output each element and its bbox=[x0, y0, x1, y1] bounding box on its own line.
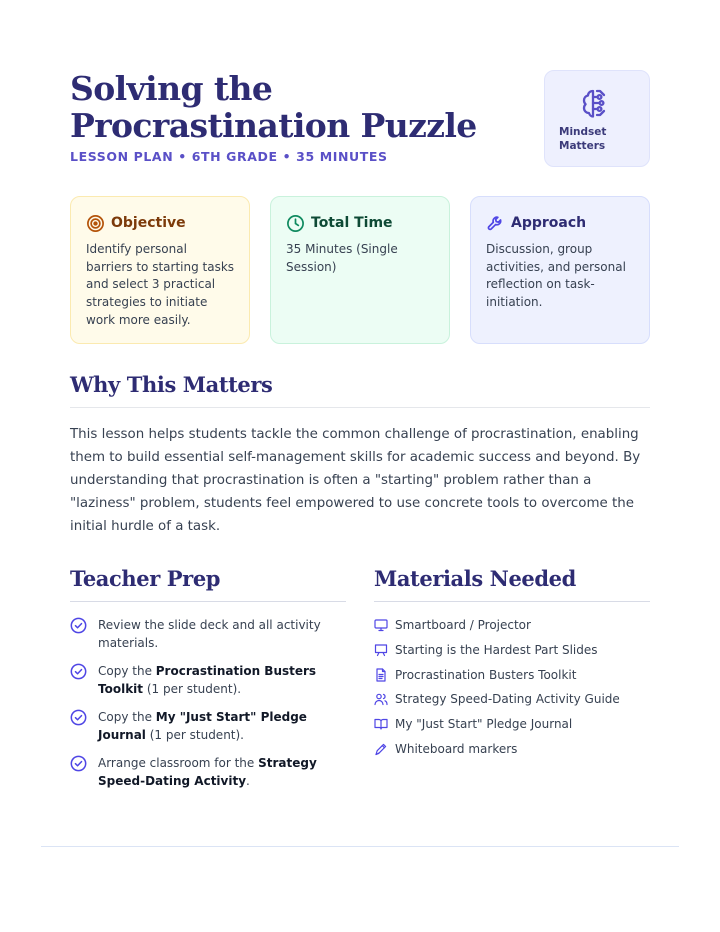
material-label: Starting is the Hardest Part Slides bbox=[395, 642, 598, 657]
brand-badge bbox=[544, 70, 650, 167]
objective-card bbox=[70, 196, 250, 344]
book-icon bbox=[374, 717, 388, 731]
prep-item bbox=[70, 616, 346, 652]
material-label: Smartboard / Projector bbox=[395, 618, 531, 632]
divider bbox=[70, 407, 650, 408]
prep-item-text: Copy the bbox=[98, 664, 156, 678]
footer-divider bbox=[41, 846, 679, 847]
objective-title: Objective bbox=[111, 215, 186, 231]
marker-icon bbox=[374, 742, 388, 756]
teacher-prep-section bbox=[70, 566, 346, 788]
teacher-prep-title: Teacher Prep bbox=[70, 566, 221, 591]
header bbox=[70, 70, 650, 170]
brain-icon bbox=[578, 85, 614, 121]
divider bbox=[374, 601, 650, 602]
material-item bbox=[374, 715, 650, 740]
approach-card bbox=[470, 196, 650, 344]
check-circle-icon bbox=[70, 755, 87, 772]
check-circle-icon bbox=[70, 617, 87, 634]
approach-title: Approach bbox=[511, 215, 587, 231]
prep-item-highlight: Procrastination Busters Toolkit bbox=[98, 664, 317, 696]
material-item bbox=[374, 740, 650, 765]
prep-item bbox=[70, 662, 346, 698]
monitor-icon bbox=[374, 618, 388, 632]
brand-name: Mindset Matters bbox=[559, 126, 607, 152]
prep-item-text: . bbox=[246, 774, 250, 788]
materials-section bbox=[374, 566, 650, 756]
total-time-card bbox=[270, 196, 450, 344]
why-section bbox=[70, 372, 650, 534]
material-label: Whiteboard markers bbox=[395, 741, 518, 756]
approach-text: Discussion, group activities, and personal reflection on task-initiation. bbox=[486, 242, 626, 310]
material-item bbox=[374, 616, 650, 641]
document-icon bbox=[374, 668, 388, 682]
prep-item-text: Review the slide deck and all activity materials. bbox=[98, 618, 321, 650]
users-icon bbox=[374, 692, 388, 706]
target-icon bbox=[86, 214, 105, 233]
material-item bbox=[374, 666, 650, 691]
prep-item-text: Copy the bbox=[98, 710, 156, 724]
prep-item-text: (1 per student). bbox=[145, 728, 244, 742]
clock-icon bbox=[286, 214, 305, 233]
total-time-text: 35 Minutes (Single Session) bbox=[286, 242, 398, 274]
divider bbox=[70, 601, 346, 602]
material-label: My "Just Start" Pledge Journal bbox=[395, 717, 573, 732]
why-title: Why This Matters bbox=[70, 372, 273, 397]
materials-list bbox=[374, 616, 650, 765]
materials-title: Materials Needed bbox=[374, 566, 576, 591]
prep-item-highlight: Strategy Speed-Dating Activity bbox=[98, 756, 317, 788]
check-circle-icon bbox=[70, 709, 87, 726]
presentation-icon bbox=[374, 643, 388, 657]
material-label: Strategy Speed-Dating Activity Guide bbox=[395, 692, 620, 707]
why-text: This lesson helps students tackle the common challenge of procrastination, enabling them to build essential self-management skills for academic success and beyond. By understanding that procrastination is often a "starting" problem rather than a "laziness" problem, students feel empowered to use concrete tools to overcome the initial hurdle of a task. bbox=[70, 427, 641, 534]
check-circle-icon bbox=[70, 663, 87, 680]
material-item bbox=[374, 690, 650, 715]
summary-cards bbox=[70, 196, 650, 344]
prep-item-text: (1 per student). bbox=[143, 682, 242, 696]
prep-item bbox=[70, 754, 346, 790]
prep-item-highlight: My "Just Start" Pledge Journal bbox=[98, 710, 307, 742]
page-title: Solving the Procrastination Puzzle bbox=[70, 69, 477, 145]
wrench-icon bbox=[486, 214, 505, 233]
total-time-title: Total Time bbox=[311, 215, 393, 231]
objective-text: Identify personal barriers to starting tasks and select 3 practical strategies to initiate work more easily. bbox=[86, 242, 235, 327]
page-subtitle: LESSON PLAN • 6TH GRADE • 35 MINUTES bbox=[70, 149, 388, 164]
material-label: Procrastination Busters Toolkit bbox=[395, 667, 577, 682]
prep-item bbox=[70, 708, 346, 744]
teacher-prep-list bbox=[70, 616, 346, 800]
material-item bbox=[374, 641, 650, 666]
prep-item-text: Arrange classroom for the bbox=[98, 756, 259, 770]
